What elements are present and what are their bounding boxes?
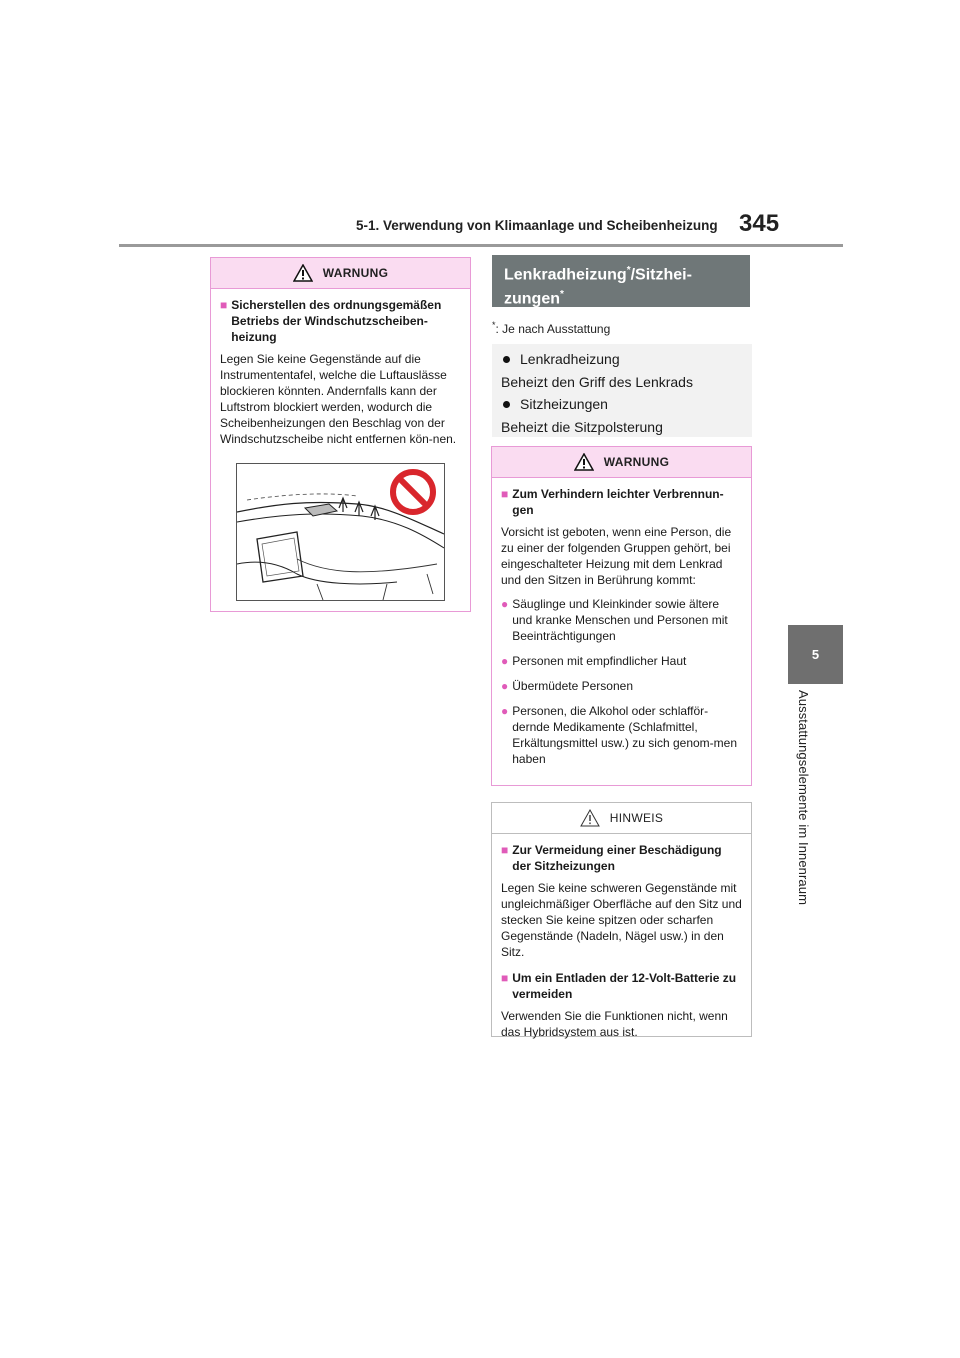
dashboard-illustration	[236, 463, 445, 601]
bullet-dot-icon	[503, 356, 510, 363]
heading-asterisk-1: *	[626, 265, 631, 276]
list-item	[501, 653, 742, 669]
warning-text: Vorsicht ist geboten, wenn eine Person, die zu einer der folgenden Gruppen gehört, bei eingeschalteter Heizung mit dem Lenkrad und den Sitzen in Berührung kommt:	[501, 525, 732, 587]
circle-bullet-icon: ●	[501, 679, 509, 693]
warning-text: Legen Sie keine Gegenstände auf die Instrumententafel, welche die Luftauslässe blockieren könnten. Andernfalls kann der Luftstrom blockiert werden, wodurch die Scheibenheizungen den Beschlag von der Windschutzscheibe nicht entfernen kön-nen.	[220, 352, 457, 446]
note-heading-damage: Zur Vermeidung einer Beschädigung der Sitzheizungen	[512, 843, 722, 873]
warning-label: WARNUNG	[603, 455, 670, 469]
header-divider	[119, 244, 843, 247]
feature-steering-heater: Lenkradheizung	[520, 351, 620, 367]
list-item-text: Säuglinge und Kleinkinder sowie ältere und kranke Menschen und Personen mit Beeinträchtigungen	[512, 597, 728, 643]
feature-seat-desc: Beheizt die Sitzpolsterung	[501, 418, 663, 435]
list-item	[501, 678, 742, 694]
note-text-battery: Verwenden Sie die Funktionen nicht, wenn das Hybridsystem aus ist.	[501, 1009, 728, 1039]
circle-bullet-icon: ●	[501, 654, 509, 668]
list-item	[501, 703, 742, 767]
footnote-mark: *	[492, 320, 496, 330]
list-item-text: Personen mit empfindlicher Haut	[512, 654, 687, 668]
running-header: 5-1. Verwendung von Klimaanlage und Scheibenheizung	[356, 218, 718, 233]
list-item	[501, 596, 742, 644]
square-bullet-icon: ■	[501, 487, 509, 501]
section-heading	[492, 255, 750, 307]
warning-box-burns	[491, 446, 752, 786]
note-box	[491, 802, 752, 1037]
prohibition-icon	[393, 472, 433, 512]
note-heading-battery: Um ein Entladen der 12-Volt-Batterie zu vermeiden	[512, 971, 737, 1001]
heading-part-seat-1: /Sitzhei-	[630, 266, 692, 284]
heading-asterisk-2: *	[560, 289, 564, 301]
warning-box-defroster	[210, 257, 471, 612]
chapter-side-label: Ausstattungselemente im Innenraum	[796, 690, 811, 906]
square-bullet-icon: ■	[501, 843, 509, 857]
warning-heading: Zum Verhindern leichter Verbrennun-gen	[512, 487, 724, 517]
heading-part-seat-2: zungen	[504, 290, 560, 308]
heading-part-steering: Lenkradheizung	[504, 266, 627, 284]
warning-header	[492, 447, 751, 478]
list-item-text: Personen, die Alkohol oder schlafför-dernde Medikamente (Schlafmittel, Erkältungsmittel usw.) zu sich genom-men haben	[512, 704, 738, 766]
feature-seat-heaters: Sitzheizungen	[520, 396, 608, 412]
page-number: 345	[739, 210, 780, 237]
features-box	[492, 344, 752, 437]
caution-triangle-icon	[580, 809, 600, 827]
warning-triangle-icon	[293, 264, 313, 282]
warning-label: WARNUNG	[322, 266, 389, 280]
square-bullet-icon: ■	[220, 298, 228, 312]
warning-triangle-icon	[574, 453, 594, 471]
circle-bullet-icon: ●	[501, 597, 509, 611]
note-label: HINWEIS	[609, 811, 664, 825]
warning-header	[211, 258, 470, 289]
note-header	[492, 803, 751, 834]
feature-steering-desc: Beheizt den Griff des Lenkrads	[501, 373, 693, 390]
bullet-dot-icon	[503, 401, 510, 408]
note-text-damage: Legen Sie keine schweren Gegenstände mit ungleichmäßiger Oberfläche auf den Sitz und stecken Sie keine spitzen oder scharfen Gegenstände (Nadeln, Nägel usw.) in den Sitz.	[501, 881, 742, 959]
square-bullet-icon: ■	[501, 971, 509, 985]
warning-heading: Sicherstellen des ordnungsgemäßen Betriebs der Windschutzscheiben-heizung	[231, 298, 442, 344]
chapter-tab: 5	[788, 625, 843, 684]
list-item-text: Übermüdete Personen	[512, 679, 633, 693]
circle-bullet-icon: ●	[501, 704, 509, 718]
footnote-text: : Je nach Ausstattung	[495, 322, 611, 336]
footnote	[492, 320, 610, 336]
